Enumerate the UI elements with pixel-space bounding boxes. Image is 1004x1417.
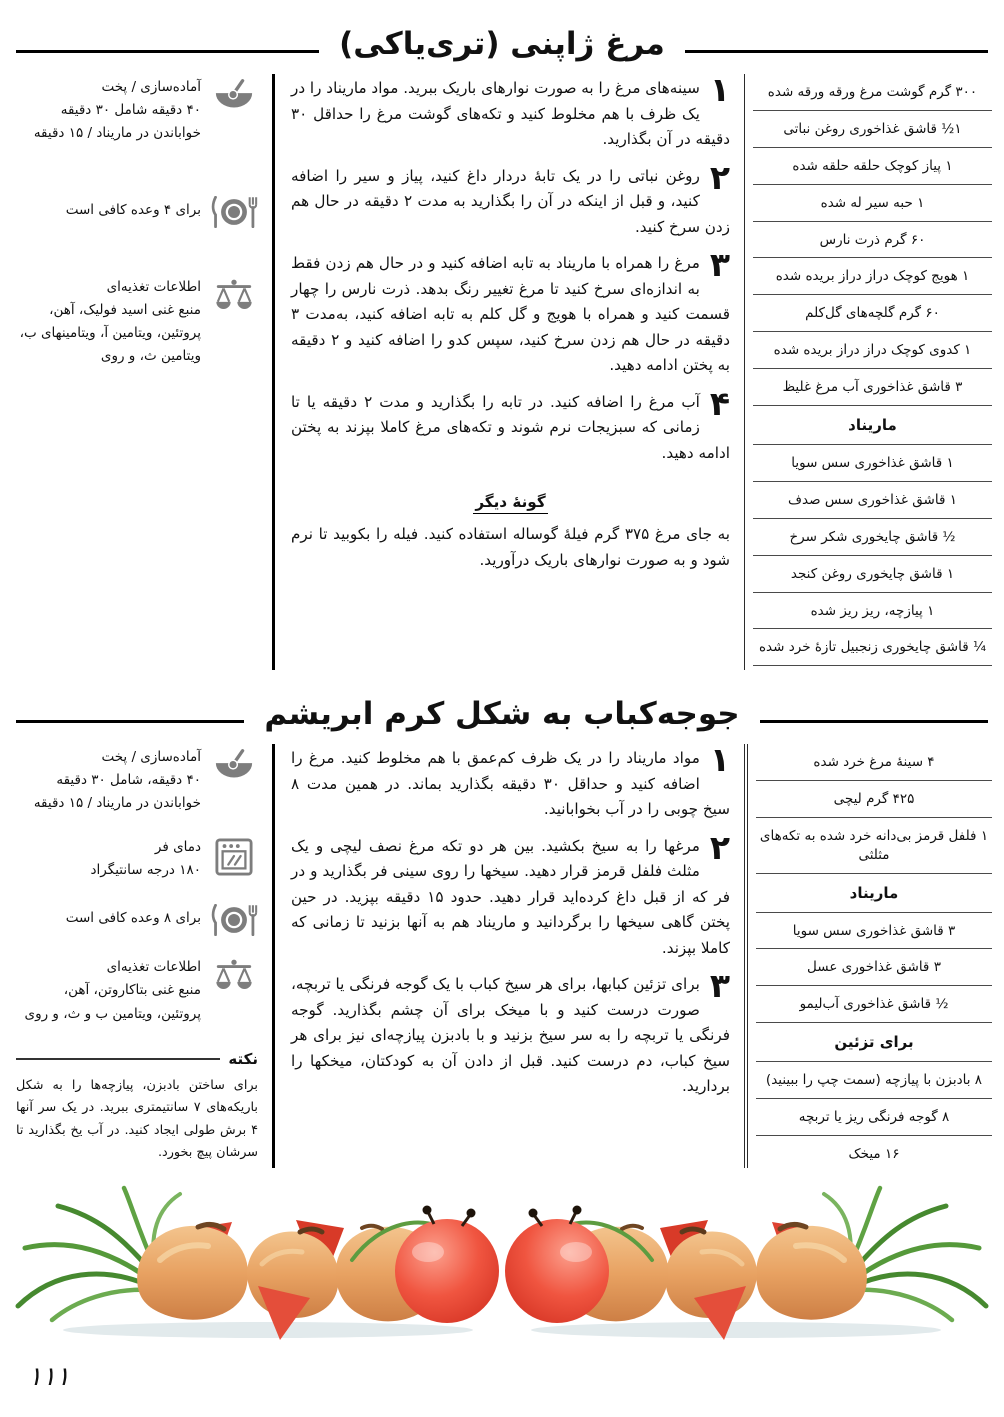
ingredient-item: ۱ قاشق غذاخوری سس صدف xyxy=(753,482,992,519)
title-rule-left xyxy=(16,720,244,723)
step-number: ۲ xyxy=(709,827,730,867)
title-rule-right xyxy=(760,720,988,723)
nutrition-title: اطلاعات تغذیه‌ای xyxy=(106,278,201,295)
nutrition-text xyxy=(16,956,201,1026)
tip-note-text: برای ساختن بادبزن، پیازچه‌ها را به شکل باریکه‌های ۷ سانتیمتری ببرید. در یک سر آنها ۴ برش طولی ایجاد کنید. در آب یخ بگذارید تا سرشان پیچ بخورد. xyxy=(16,1078,258,1161)
servings-text xyxy=(16,199,201,222)
variation-title xyxy=(291,490,730,516)
step-number: ۱ xyxy=(709,744,730,779)
recipe2-info-sidebar xyxy=(16,744,262,1168)
marinade-header: ماریناد xyxy=(753,406,992,445)
recipe-step xyxy=(291,966,730,1100)
step-text: مرغ را همراه با ماریناد به تابه اضافه کنید و در حال هم زدن فقط به اندازه‌ای سرخ کنید تا مرغ تغییر رنگ بدهد. ذرت نارس را چهار قسمت کنید و همراه با هویج و گل کلم به تابه اضافه کنید، به‌مدت ۳ دقیقه در حال هم زدن سرخ کنید، سپس کدو را اضافه کنید و ۲ دقیقه به پختن ادامه دهید. xyxy=(291,254,730,375)
recipe2-body xyxy=(0,744,1004,1168)
variation-title-text: گونهٔ دیگر xyxy=(473,493,547,514)
title-rule-right xyxy=(685,50,988,53)
plate-cutlery-icon xyxy=(210,902,258,936)
prep-time-value: ۴۰ دقیقه، شامل ۳۰ دقیقه خواباندن در ماریناد / ۱۵ دقیقه xyxy=(33,772,201,812)
nutrition-block xyxy=(16,956,258,1026)
step-number: ۴ xyxy=(709,383,730,423)
nutrition-text xyxy=(16,276,201,369)
recipe2-ingredients-list xyxy=(744,744,992,1168)
recipe-silkworm-kebab xyxy=(0,696,1004,1168)
variation-text: به جای مرغ ۳۷۵ گرم فیلهٔ گوساله استفاده کنید. فیله را بکوبید تا نرم شود و به صورت نوارهای باریک درآورید. xyxy=(291,524,730,569)
ingredient-item: ۳ قاشق غذاخوری آب مرغ غلیظ xyxy=(753,369,992,406)
ingredient-item: ۱ پیازچه، ریز ریز شده xyxy=(753,593,992,630)
recipe1-instructions xyxy=(272,74,734,670)
servings-block xyxy=(16,902,258,936)
step-text: سینه‌های مرغ را به صورت نوارهای باریک ببرید. مواد ماریناد را در یک ظرف با هم مخلوط کنید و تکه‌های گوشت مرغ را حداقل ۳۰ دقیقه در آن بگذارید. xyxy=(291,79,730,149)
oven-temp-block xyxy=(16,836,258,882)
step-text: برای تزئین کبابها، برای هر سیخ کباب با یک گوجه فرنگی یا تربچه، صورت درست کنید و با میخک برای آن چشم بگذارید. گوجه فرنگی یا تربچه را به سر سیخ بزنید و با بادبزن پیازچه‌ای نیز برای هر سیخ کباب، دم درست کنید. قبل از دادن آن به کودکتان، میخکها را بردارید. xyxy=(291,975,730,1096)
recipe1-title: مرغ ژاپنی (تری‌یاکی) xyxy=(339,26,665,62)
recipe-step xyxy=(291,76,730,153)
mixing-bowl-icon xyxy=(210,76,258,114)
ingredient-item: ۱ هویج کوچک دراز دراز بریده شده xyxy=(753,258,992,295)
recipe-step xyxy=(291,746,730,823)
marinade-header: ماریناد xyxy=(756,874,992,913)
prep-time-block xyxy=(16,746,258,816)
prep-time-value: ۴۰ دقیقه شامل ۳۰ دقیقه خواباندن در ماریناد / ۱۵ دقیقه xyxy=(33,102,201,142)
step-number: ۳ xyxy=(709,966,730,1006)
step-text: آب مرغ را اضافه کنید. در تابه را بگذارید و مدت ۲ دقیقه یا تا زمانی که سبزیجات نرم شوند و تکه‌های مرغ کاملا بپزند به پختن ادامه دهید. xyxy=(291,392,730,462)
prep-time-text xyxy=(16,76,201,146)
recipe2-title-row xyxy=(0,696,1004,732)
ingredient-item: ¼ قاشق چایخوری زنجبیل تازهٔ خرد شده xyxy=(753,629,992,666)
tip-note xyxy=(16,1046,258,1168)
ingredient-item: ۱۶ میخک xyxy=(756,1136,992,1168)
balance-scale-icon xyxy=(210,276,258,318)
kebab-photo xyxy=(0,1168,1004,1364)
page-number: ۱۱۱ xyxy=(28,1362,70,1392)
ingredient-item: ۱½ قاشق غذاخوری روغن نباتی xyxy=(753,111,992,148)
variation-section xyxy=(291,490,730,573)
ingredient-item: ۶۰ گرم ذرت نارس xyxy=(753,222,992,259)
step-text: روغن نباتی را در یک تابهٔ دردار داغ کنید، پیاز و سیر را اضافه کنید، و قبل از اینکه در آن را بگذارید به مدت ۲ دقیقه در حال هم زدن سرخ کنید. xyxy=(291,166,730,236)
ingredient-item: ۴ سینهٔ مرغ خرد شده xyxy=(756,744,992,781)
nutrition-value: منبع غنی اسید فولیک، آهن، پروتئین، ویتامین آ، ویتامینهای ب، ویتامین ث، و روی xyxy=(19,301,201,365)
ingredient-item: ½ قاشق غذاخوری آب‌لیمو xyxy=(756,986,992,1023)
balance-scale-icon xyxy=(210,956,258,998)
prep-time-title: آماده‌سازی / پخت xyxy=(101,749,201,765)
recipe-step xyxy=(291,827,730,962)
tip-note-rule xyxy=(16,1058,220,1060)
recipe2-instructions xyxy=(272,744,734,1168)
kebab-left xyxy=(18,1188,499,1340)
ingredient-item: ۱ فلفل قرمز بی‌دانه خرد شده به تکه‌های مثلثی xyxy=(756,818,992,874)
prep-time-title: آماده‌سازی / پخت xyxy=(101,79,201,95)
oven-temp-title: دمای فر xyxy=(154,838,201,855)
recipe1-ingredients-list xyxy=(744,74,992,670)
ingredient-item: ۶۰ گرم گلچه‌های گل‌کلم xyxy=(753,295,992,332)
recipe-teriyaki xyxy=(0,26,1004,670)
step-text: مرغها را به سیخ بکشید. بین هر دو تکه مرغ نصف لیچی و یک مثلث فلفل قرمز قرار دهید. سیخها را روی سینی فر بگذارید و در فر که از قبل داغ کرده‌اید قرار دهید. حدود ۱۵ دقیقه بپزید. در حین پختن گاهی سیخها را برگردانید و ماریناد هم به آنها بزنید تا زمانی که کاملا بپزند. xyxy=(291,836,730,957)
ingredient-item: ۸ گوجه فرنگی ریز یا تربچه xyxy=(756,1099,992,1136)
ingredient-item: ۱ قاشق غذاخوری سس سویا xyxy=(753,445,992,482)
tip-note-header xyxy=(16,1046,258,1072)
ingredient-item: ۱ کدوی کوچک دراز دراز بریده شده xyxy=(753,332,992,369)
garnish-header: برای تزئین xyxy=(756,1023,992,1062)
ingredient-item: ½ قاشق چایخوری شکر سرخ xyxy=(753,519,992,556)
recipe2-title: جوجه‌کباب به شکل کرم ابریشم xyxy=(264,696,740,732)
step-number: ۱ xyxy=(709,74,730,109)
ingredient-item: ۱ پیاز کوچک حلقه حلقه شده xyxy=(753,148,992,185)
recipe1-info-sidebar xyxy=(16,74,262,670)
servings-value: برای ۴ وعده کافی است xyxy=(65,202,201,219)
servings-value: برای ۸ وعده کافی است xyxy=(65,910,201,927)
step-text: مواد ماریناد را در یک ظرف کم‌عمق با هم مخلوط کنید. مرغ را اضافه کنید و حداقل ۳۰ دقیقه بگذارید بماند. در همین مدت ۸ سیخ چوبی را در آب بخوابانید. xyxy=(291,749,730,819)
step-number: ۳ xyxy=(709,245,730,285)
prep-time-text xyxy=(16,746,201,816)
ingredient-item: ۳ قاشق غذاخوری سس سویا xyxy=(756,913,992,950)
ingredient-item: ۱ حبه سیر له شده xyxy=(753,185,992,222)
nutrition-value: منبع غنی بتاکاروتن، آهن، پروتئین، ویتامین ب و ث، و روی xyxy=(24,982,201,1022)
step-number: ۲ xyxy=(709,157,730,197)
prep-time-block xyxy=(16,76,258,146)
ingredient-item: ۴۲۵ گرم لیچی xyxy=(756,781,992,818)
tip-note-title: نکته xyxy=(228,1049,258,1068)
oven-icon xyxy=(210,836,258,876)
mixing-bowl-icon xyxy=(210,746,258,784)
ingredient-item: ۱ قاشق چایخوری روغن کنجد xyxy=(753,556,992,593)
kebab-right xyxy=(505,1188,986,1340)
ingredient-item: ۳۰۰ گرم گوشت مرغ ورقه ورقه شده xyxy=(753,74,992,111)
recipe-step xyxy=(291,383,730,467)
ingredient-item: ۸ بادبزن با پیازچه (سمت چپ را ببینید) xyxy=(756,1062,992,1099)
kebab-photo-svg xyxy=(0,1168,1004,1364)
recipe1-body xyxy=(0,74,1004,670)
ingredient-item: ۳ قاشق غذاخوری عسل xyxy=(756,949,992,986)
oven-temp-value: ۱۸۰ درجه سانتیگراد xyxy=(90,861,201,878)
plate-cutlery-icon xyxy=(210,194,258,228)
oven-temp-text xyxy=(16,836,201,882)
recipe1-title-row xyxy=(0,26,1004,62)
nutrition-block xyxy=(16,276,258,369)
servings-text xyxy=(16,907,201,930)
recipe-step xyxy=(291,157,730,241)
recipe-step xyxy=(291,245,730,379)
servings-block xyxy=(16,194,258,228)
title-rule-left xyxy=(16,50,319,53)
nutrition-title: اطلاعات تغذیه‌ای xyxy=(106,959,201,976)
